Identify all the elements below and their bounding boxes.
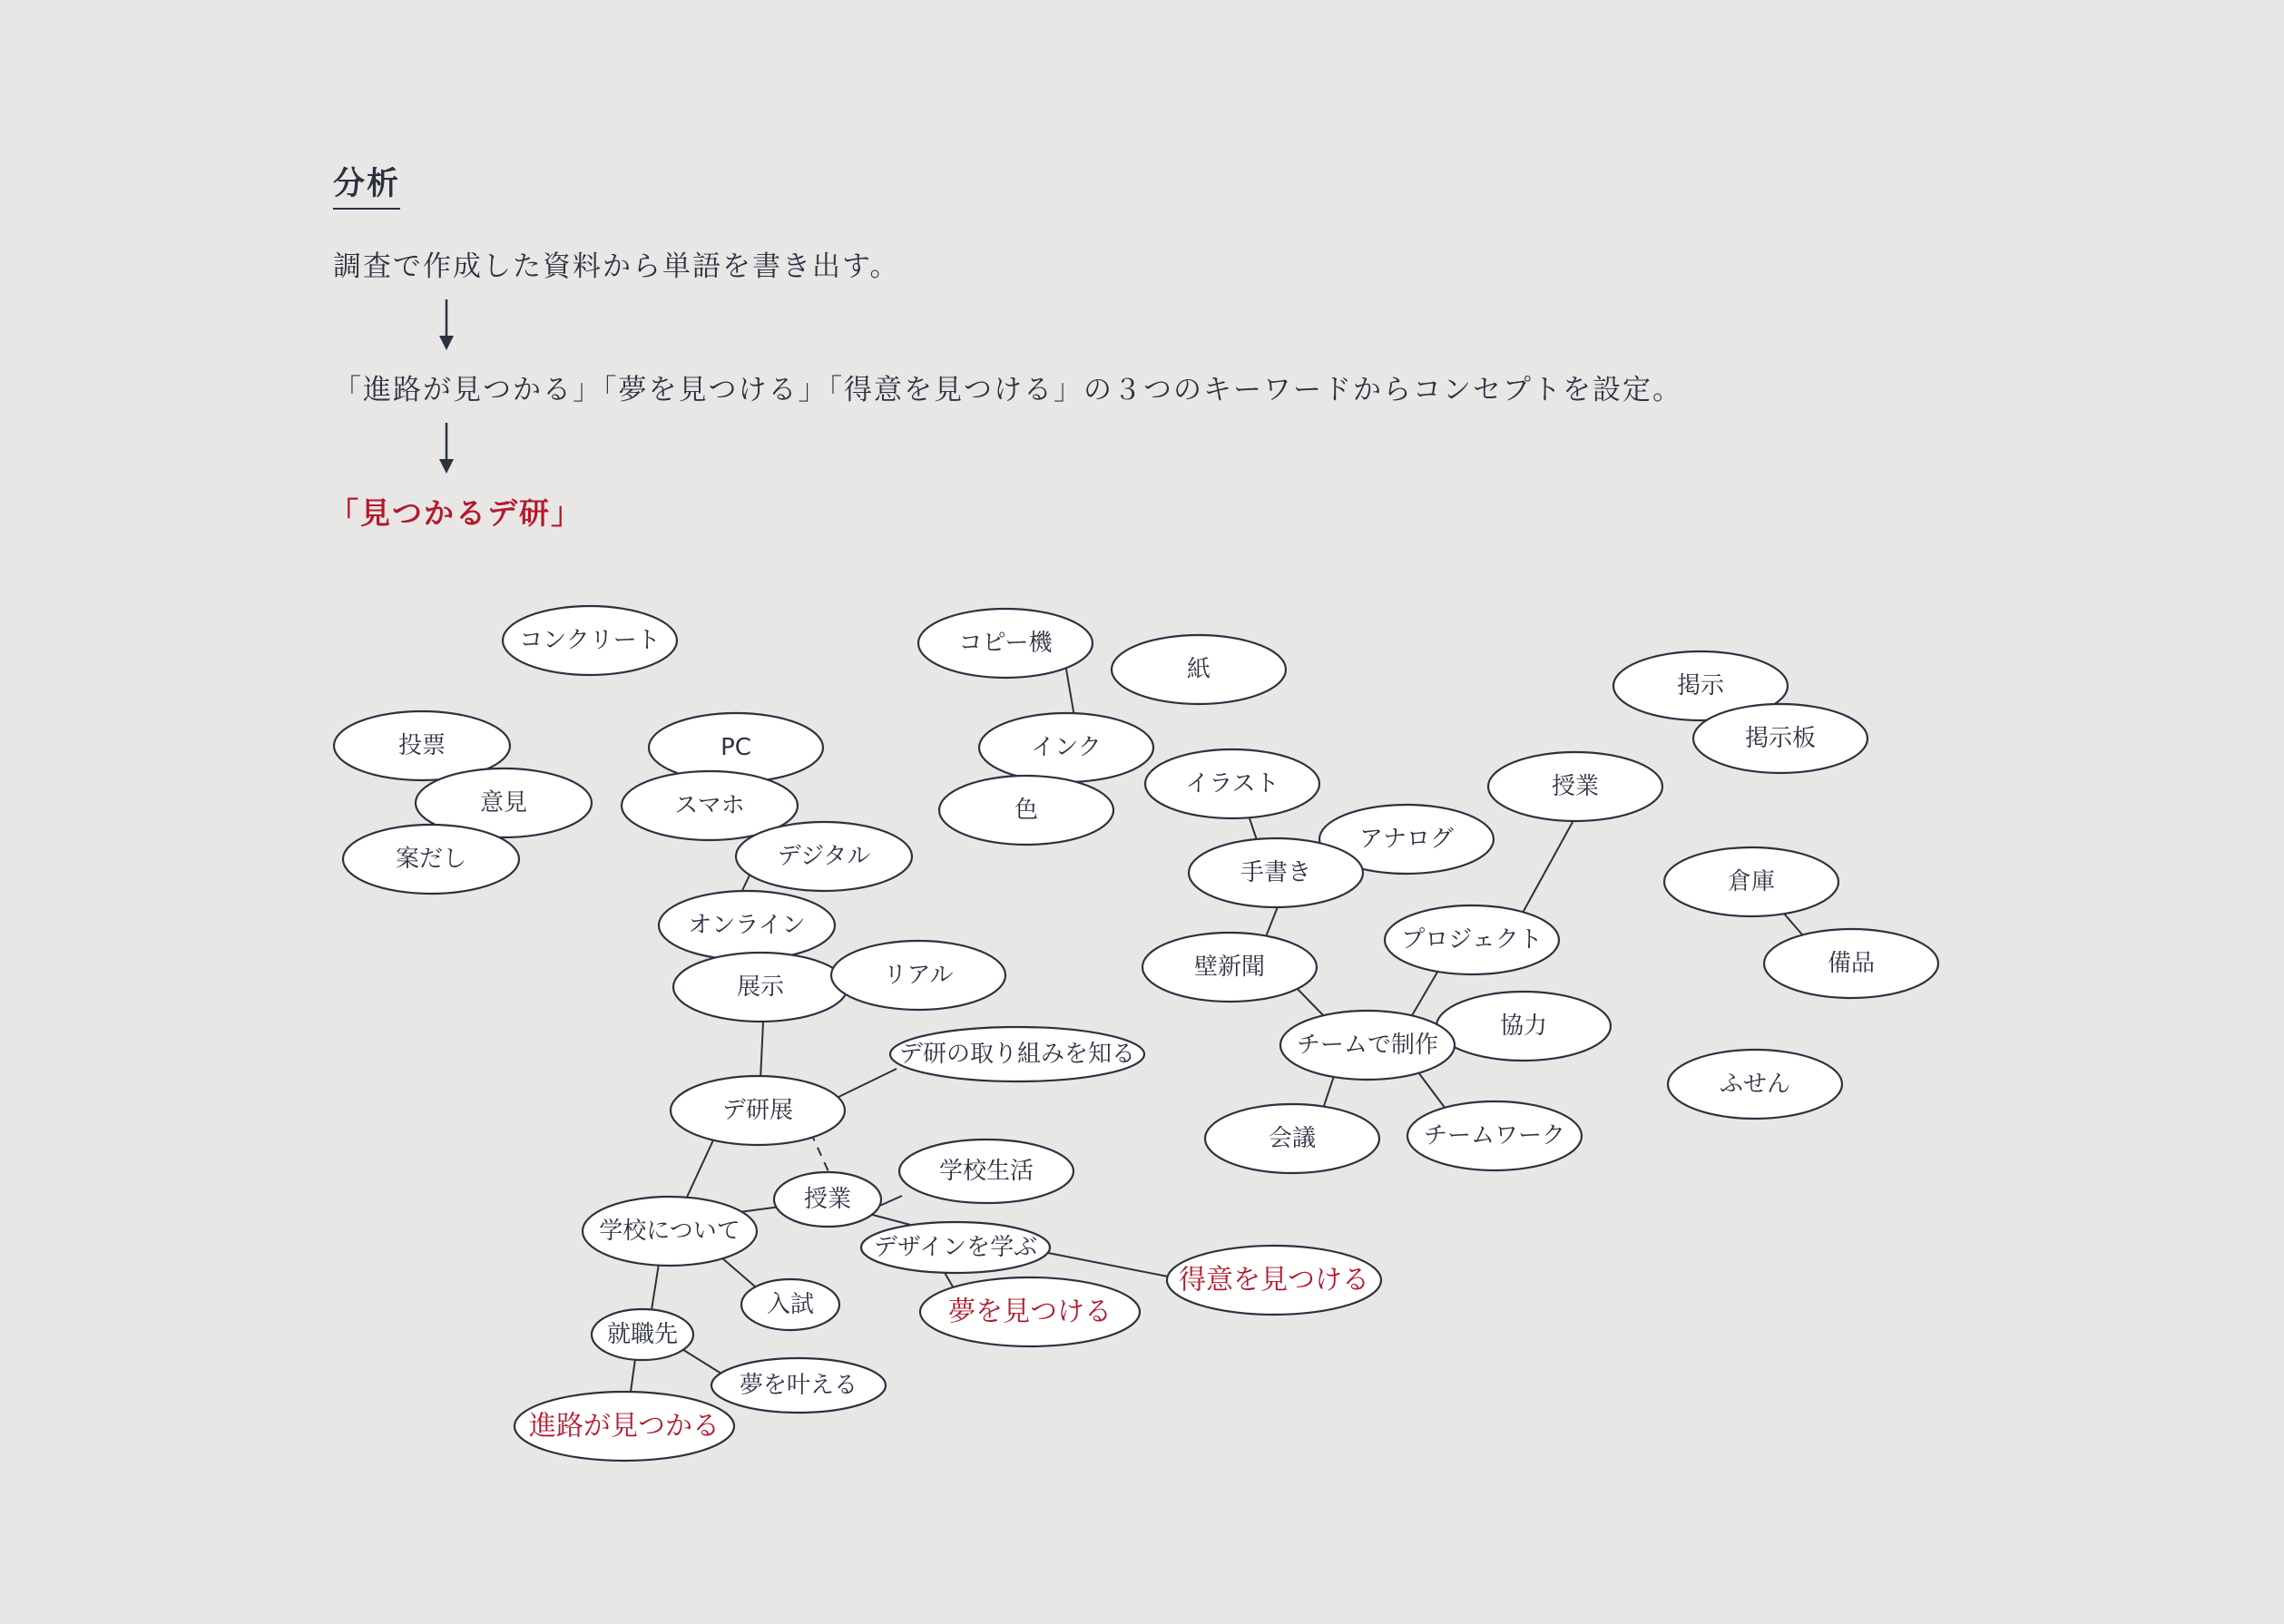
keyword-node — [1280, 1011, 1455, 1080]
keyword-node — [1407, 1101, 1582, 1170]
keyword-node — [583, 1197, 757, 1266]
keyword-node — [1764, 929, 1938, 998]
keyword-node — [659, 891, 835, 960]
node-label: ふせん — [1719, 1071, 1791, 1098]
node-label: 投票 — [397, 732, 446, 759]
keyword-node — [939, 776, 1113, 845]
node-label: イラスト — [1185, 770, 1279, 797]
mindmap-edge — [833, 1069, 897, 1100]
keyword-node — [1668, 1050, 1842, 1119]
section-heading: 分析 — [333, 159, 400, 210]
concept-title: 「見つかるデ研」 — [328, 495, 583, 531]
node-label: コンクリート — [519, 627, 661, 654]
mindmap-nodes — [334, 606, 1938, 1461]
keyword-node — [1205, 1104, 1379, 1173]
keyword-node — [918, 609, 1093, 678]
node-label: 掲示板 — [1744, 725, 1817, 752]
node-label: PC — [720, 734, 751, 761]
node-label: 紙 — [1186, 656, 1211, 683]
keyword-node — [1488, 752, 1662, 821]
keyword-node — [861, 1222, 1050, 1273]
mindmap-edge — [631, 1359, 635, 1392]
node-label: 備品 — [1827, 950, 1876, 977]
node-label: 会議 — [1268, 1125, 1317, 1152]
node-label: チームワーク — [1423, 1122, 1566, 1150]
keyword-node — [673, 953, 848, 1022]
mindmap-edge — [681, 1348, 721, 1374]
step-text-2: 「進路が見つかる」「夢を見つける」「得意を見つける」の３つのキーワードからコンセプトを設定。 — [333, 374, 1682, 406]
node-label: 壁新聞 — [1193, 954, 1266, 981]
keyword-node — [1436, 992, 1611, 1061]
keyword-node — [1112, 635, 1286, 704]
step-text-1: 調査で作成した資料から単語を書き出す。 — [333, 250, 900, 283]
node-label: 夢を見つける — [948, 1296, 1112, 1328]
keyword-node-highlight — [920, 1277, 1140, 1346]
node-label: リアル — [883, 962, 954, 989]
node-label: スマホ — [674, 792, 745, 819]
node-label: チームで制作 — [1296, 1032, 1439, 1059]
mindmap-edge — [721, 1257, 755, 1286]
node-label: 協力 — [1499, 1013, 1548, 1040]
keyword-node — [592, 1309, 693, 1360]
keyword-node — [343, 825, 519, 894]
mindmap-edge — [684, 1132, 717, 1203]
node-label: 展示 — [736, 973, 785, 1001]
node-label: オンライン — [688, 912, 806, 939]
node-label: 得意を見つける — [1179, 1264, 1369, 1296]
node-label: デ研展 — [721, 1097, 794, 1124]
node-label: 掲示 — [1676, 672, 1725, 699]
mindmap-edge — [760, 1022, 763, 1080]
keyword-node — [1142, 933, 1317, 1002]
node-label: 授業 — [803, 1186, 852, 1213]
node-label: 入試 — [766, 1291, 815, 1318]
keyword-node — [671, 1076, 845, 1145]
keyword-node — [1145, 749, 1319, 818]
node-label: インク — [1031, 734, 1102, 761]
keyword-node — [1693, 704, 1867, 773]
keyword-node — [979, 713, 1153, 782]
mindmap-edge — [652, 1264, 659, 1310]
keyword-node — [774, 1172, 881, 1227]
node-label: 就職先 — [606, 1321, 679, 1348]
node-label: コピー機 — [958, 630, 1053, 657]
keyword-node — [503, 606, 677, 675]
node-label: 進路が見つかる — [529, 1410, 720, 1443]
mindmap-edge — [1523, 814, 1577, 913]
keyword-node — [890, 1027, 1144, 1081]
node-label: アナログ — [1358, 826, 1455, 853]
node-label: 学校生活 — [938, 1158, 1034, 1185]
keyword-node — [1385, 905, 1559, 974]
node-label: 色 — [1014, 797, 1039, 824]
keyword-node — [711, 1358, 886, 1413]
keyword-node — [899, 1140, 1073, 1203]
node-label: 倉庫 — [1727, 868, 1776, 895]
down-arrow-icon — [436, 299, 457, 350]
keyword-node — [736, 822, 912, 891]
keyword-node-highlight — [515, 1392, 734, 1461]
node-label: 学校について — [599, 1218, 740, 1245]
node-label: 案だし — [395, 846, 467, 873]
node-label: 授業 — [1551, 773, 1600, 800]
down-arrow-icon — [436, 423, 457, 474]
keyword-node-highlight — [1167, 1246, 1381, 1315]
node-label: プロジェクト — [1401, 926, 1543, 954]
mindmap-edge — [1416, 1069, 1446, 1109]
keyword-node — [831, 941, 1005, 1010]
keyword-node — [741, 1279, 839, 1330]
keyword-node — [1189, 838, 1363, 907]
node-label: 手書き — [1240, 859, 1312, 886]
node-label: 夢を叶える — [739, 1372, 858, 1399]
node-label: デジタル — [777, 843, 871, 870]
node-label: デザインを学ぶ — [873, 1234, 1038, 1261]
keyword-node — [1664, 847, 1838, 916]
node-label: デ研の取り組みを知る — [898, 1041, 1136, 1068]
node-label: 意見 — [479, 789, 528, 817]
mindmap-edge — [1044, 1252, 1168, 1277]
